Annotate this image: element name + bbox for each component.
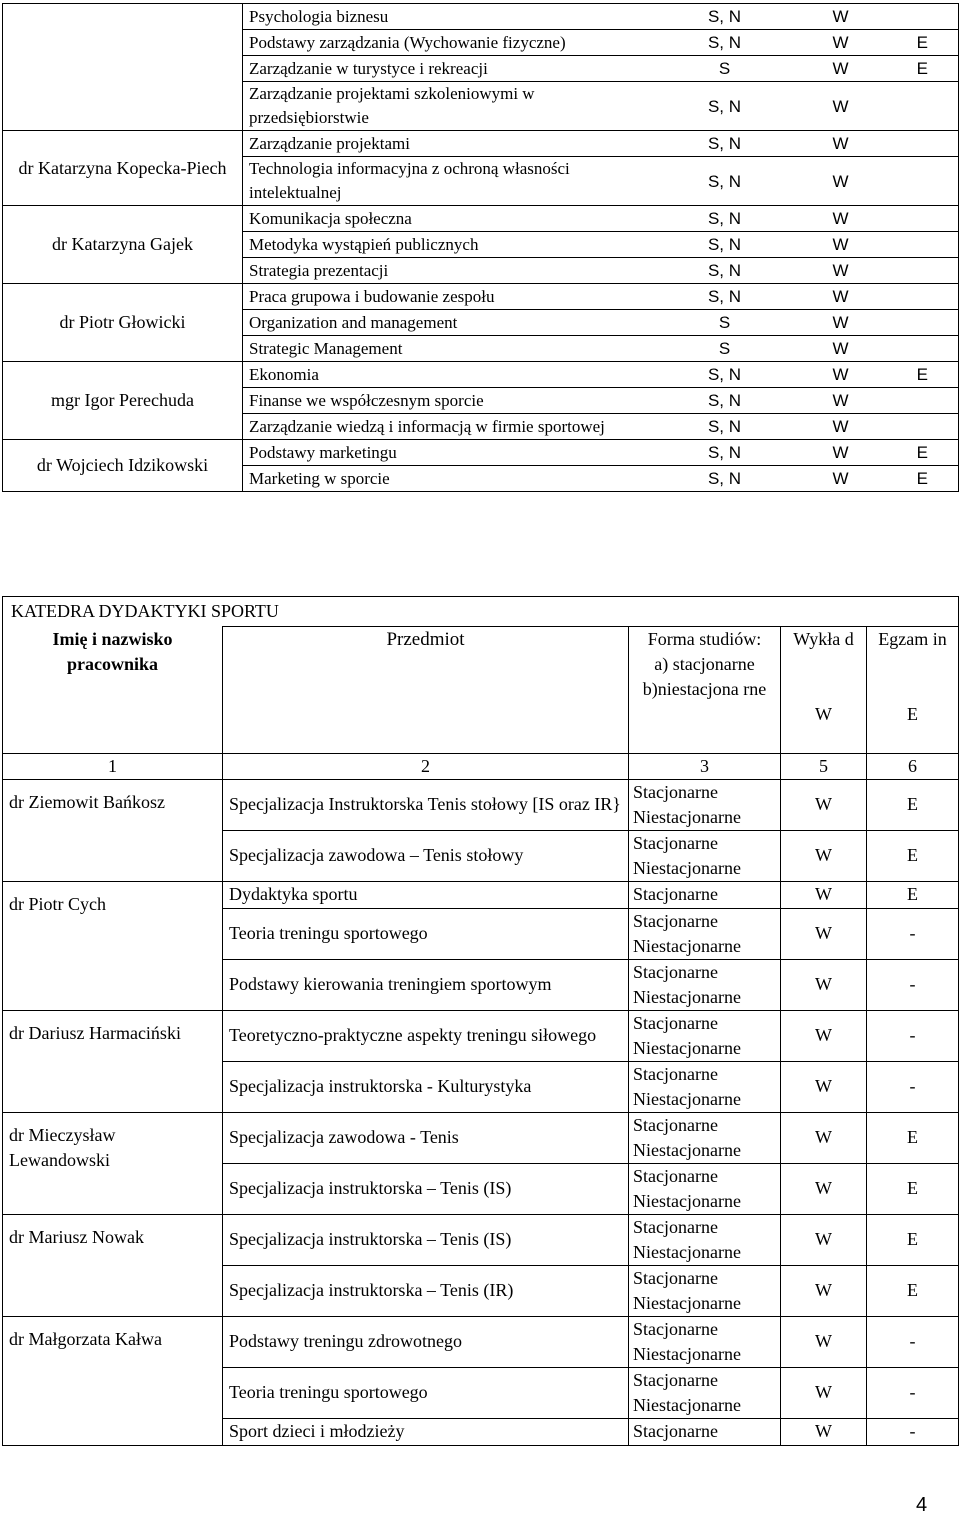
study-form-cell <box>629 1367 781 1418</box>
exam-cell: E <box>887 440 959 466</box>
study-form-cell: S <box>655 310 795 336</box>
header-form-line2: a) stacjonarne <box>654 654 755 674</box>
study-form-cell <box>629 1316 781 1367</box>
subject-cell: Specjalizacja instruktorska – Tenis (IR) <box>223 1265 629 1316</box>
header-form-line1: Forma studiów: <box>647 629 762 649</box>
subject-cell: Ekonomia <box>243 362 655 388</box>
exam-cell <box>887 388 959 414</box>
lecture-cell: W <box>781 1316 867 1367</box>
table-row <box>3 1112 959 1163</box>
exam-cell <box>887 232 959 258</box>
study-form-cell <box>629 779 781 830</box>
study-form-cell <box>629 881 781 908</box>
study-form-cell <box>629 830 781 881</box>
lecture-cell: W <box>781 1061 867 1112</box>
study-form-cell: S, N <box>655 157 795 206</box>
table-row <box>3 206 959 232</box>
header-row <box>3 627 959 754</box>
study-form-cell: S <box>655 336 795 362</box>
exam-cell <box>887 310 959 336</box>
lecture-cell: W <box>795 30 887 56</box>
exam-cell: E <box>867 1163 959 1214</box>
exam-cell: E <box>867 881 959 908</box>
study-form-cell <box>629 1163 781 1214</box>
form-niestacjonarne: Niestacjonarne <box>633 1139 741 1160</box>
subject-cell: Podstawy marketingu <box>243 440 655 466</box>
lecture-cell: W <box>781 908 867 959</box>
col-number: 3 <box>629 753 781 779</box>
exam-cell: - <box>867 1061 959 1112</box>
table-row <box>3 779 959 830</box>
exam-cell: E <box>867 779 959 830</box>
subject-cell: Podstawy treningu zdrowotnego <box>223 1316 629 1367</box>
study-form-cell: S <box>655 56 795 82</box>
subject-cell: Podstawy zarządzania (Wychowanie fizyczne) <box>243 30 655 56</box>
lecture-cell: W <box>795 336 887 362</box>
table-row <box>3 131 959 157</box>
page-number: 4 <box>916 1494 928 1516</box>
form-niestacjonarne: Niestacjonarne <box>633 1241 741 1262</box>
form-niestacjonarne: Niestacjonarne <box>633 986 741 1007</box>
exam-cell: - <box>867 1316 959 1367</box>
subject-cell: Specjalizacja zawodowa - Tenis <box>223 1112 629 1163</box>
lecturer-name: dr Dariusz Harmaciński <box>3 1010 223 1112</box>
lecture-cell: W <box>781 959 867 1010</box>
subject-cell: Podstawy kierowania treningiem sportowym <box>223 959 629 1010</box>
header-form-line3: b)niestacjona rne <box>642 679 767 699</box>
form-stacjonarne: Stacjonarne <box>633 910 718 931</box>
table-row <box>3 1214 959 1265</box>
table-row <box>3 4 959 30</box>
header-form <box>629 627 781 754</box>
header-exam-line1: Egzam in <box>878 629 947 649</box>
subject-cell: Finanse we współczesnym sporcie <box>243 388 655 414</box>
form-niestacjonarne: Niestacjonarne <box>633 1190 741 1211</box>
exam-cell: E <box>887 466 959 492</box>
lecture-cell: W <box>781 881 867 908</box>
exam-cell: E <box>887 56 959 82</box>
form-stacjonarne: Stacjonarne <box>633 1165 718 1186</box>
staff-subjects-table-1 <box>2 3 959 492</box>
exam-cell <box>887 157 959 206</box>
lecture-cell: W <box>795 56 887 82</box>
study-form-cell: S, N <box>655 82 795 131</box>
exam-cell: E <box>887 362 959 388</box>
form-stacjonarne: Stacjonarne <box>633 1012 718 1033</box>
study-form-cell: S, N <box>655 206 795 232</box>
exam-cell: E <box>867 1214 959 1265</box>
form-niestacjonarne: Niestacjonarne <box>633 1343 741 1364</box>
lecturer-name: dr Mieczysław Lewandowski <box>3 1112 223 1214</box>
subject-cell: Specjalizacja instruktorska - Kulturystyka <box>223 1061 629 1112</box>
form-niestacjonarne: Niestacjonarne <box>633 857 741 878</box>
form-stacjonarne: Stacjonarne <box>633 961 718 982</box>
study-form-cell <box>629 908 781 959</box>
table-row <box>3 881 959 908</box>
header-lecture-line2: W <box>815 704 832 724</box>
table-row <box>3 1316 959 1367</box>
subject-cell: Specjalizacja instruktorska – Tenis (IS) <box>223 1163 629 1214</box>
study-form-cell <box>629 1418 781 1445</box>
form-niestacjonarne: Niestacjonarne <box>633 1088 741 1109</box>
lecture-cell: W <box>795 258 887 284</box>
subject-cell: Specjalizacja zawodowa – Tenis stołowy <box>223 830 629 881</box>
subject-cell: Sport dzieci i młodzieży <box>223 1418 629 1445</box>
lecturer-name: dr Wojciech Idzikowski <box>3 440 243 492</box>
study-form-cell: S, N <box>655 258 795 284</box>
lecture-cell: W <box>795 4 887 30</box>
lecture-cell: W <box>795 232 887 258</box>
exam-cell: - <box>867 1367 959 1418</box>
subject-cell: Teoretyczno-praktyczne aspekty treningu siłowego <box>223 1010 629 1061</box>
lecture-cell: W <box>795 206 887 232</box>
form-niestacjonarne: Niestacjonarne <box>633 1292 741 1313</box>
katedra-dydaktyki-sportu-table <box>2 596 959 1446</box>
subject-cell: Strategia prezentacji <box>243 258 655 284</box>
form-stacjonarne: Stacjonarne <box>633 1421 718 1441</box>
table-row <box>3 440 959 466</box>
lecture-cell: W <box>781 1214 867 1265</box>
exam-cell: - <box>867 908 959 959</box>
department-title: KATEDRA DYDAKTYKI SPORTU <box>3 597 959 627</box>
form-stacjonarne: Stacjonarne <box>633 1369 718 1390</box>
exam-cell <box>887 131 959 157</box>
subject-cell: Metodyka wystąpień publicznych <box>243 232 655 258</box>
header-name: Imię i nazwisko pracownika <box>3 627 223 754</box>
subject-cell: Komunikacja społeczna <box>243 206 655 232</box>
study-form-cell: S, N <box>655 440 795 466</box>
study-form-cell: S, N <box>655 30 795 56</box>
lecturer-name: dr Mariusz Nowak <box>3 1214 223 1316</box>
form-stacjonarne: Stacjonarne <box>633 1318 718 1339</box>
exam-cell <box>887 4 959 30</box>
subject-cell: Psychologia biznesu <box>243 4 655 30</box>
lecture-cell: W <box>781 1163 867 1214</box>
subject-cell: Zarządzanie projektami <box>243 131 655 157</box>
study-form-cell: S, N <box>655 388 795 414</box>
form-niestacjonarne: Niestacjonarne <box>633 1394 741 1415</box>
study-form-cell: S, N <box>655 466 795 492</box>
subject-cell: Teoria treningu sportowego <box>223 908 629 959</box>
lecture-cell: W <box>781 830 867 881</box>
lecture-cell: W <box>781 1418 867 1445</box>
form-stacjonarne: Stacjonarne <box>633 781 718 802</box>
exam-cell <box>887 206 959 232</box>
lecture-cell: W <box>795 414 887 440</box>
exam-cell <box>887 258 959 284</box>
subject-cell: Zarządzanie w turystyce i rekreacji <box>243 56 655 82</box>
subject-cell: Teoria treningu sportowego <box>223 1367 629 1418</box>
form-niestacjonarne: Niestacjonarne <box>633 935 741 956</box>
header-lecture <box>781 627 867 754</box>
study-form-cell <box>629 1265 781 1316</box>
subject-cell: Marketing w sporcie <box>243 466 655 492</box>
subject-cell: Zarządzanie projektami szkoleniowymi w przedsiębiorstwie <box>243 82 655 131</box>
lecturer-name: dr Katarzyna Kopecka-Piech <box>3 131 243 206</box>
table-row <box>3 1010 959 1061</box>
subject-cell: Praca grupowa i budowanie zespołu <box>243 284 655 310</box>
lecture-cell: W <box>781 1265 867 1316</box>
subject-cell: Technologia informacyjna z ochroną własności intelektualnej <box>243 157 655 206</box>
exam-cell <box>887 414 959 440</box>
col-number: 1 <box>3 753 223 779</box>
subject-cell: Specjalizacja instruktorska – Tenis (IS) <box>223 1214 629 1265</box>
table-row <box>3 362 959 388</box>
lecture-cell: W <box>781 1112 867 1163</box>
lecture-cell: W <box>795 362 887 388</box>
col-number: 5 <box>781 753 867 779</box>
exam-cell: - <box>867 959 959 1010</box>
lecturer-name: dr Ziemowit Bańkosz <box>3 779 223 881</box>
lecture-cell: W <box>795 388 887 414</box>
study-form-cell: S, N <box>655 131 795 157</box>
lecture-cell: W <box>795 284 887 310</box>
form-stacjonarne: Stacjonarne <box>633 884 718 904</box>
header-exam-line2: E <box>907 704 918 724</box>
lecturer-name: dr Katarzyna Gajek <box>3 206 243 284</box>
study-form-cell: S, N <box>655 414 795 440</box>
study-form-cell <box>629 1010 781 1061</box>
lecturer-name: dr Małgorzata Kałwa <box>3 1316 223 1445</box>
study-form-cell: S, N <box>655 4 795 30</box>
lecture-cell: W <box>795 310 887 336</box>
study-form-cell <box>629 959 781 1010</box>
lecture-cell: W <box>795 157 887 206</box>
lecture-cell: W <box>795 82 887 131</box>
form-stacjonarne: Stacjonarne <box>633 1216 718 1237</box>
col-number: 2 <box>223 753 629 779</box>
header-exam <box>867 627 959 754</box>
subject-cell: Organization and management <box>243 310 655 336</box>
exam-cell <box>887 82 959 131</box>
exam-cell: E <box>887 30 959 56</box>
exam-cell: E <box>867 830 959 881</box>
lecturer-name: mgr Igor Perechuda <box>3 362 243 440</box>
lecturer-name: dr Piotr Cych <box>3 881 223 1010</box>
form-niestacjonarne: Niestacjonarne <box>633 806 741 827</box>
exam-cell: E <box>867 1265 959 1316</box>
lecture-cell: W <box>781 1010 867 1061</box>
study-form-cell: S, N <box>655 232 795 258</box>
form-stacjonarne: Stacjonarne <box>633 1267 718 1288</box>
exam-cell <box>887 336 959 362</box>
lecture-cell: W <box>795 440 887 466</box>
form-niestacjonarne: Niestacjonarne <box>633 1037 741 1058</box>
study-form-cell <box>629 1214 781 1265</box>
exam-cell: - <box>867 1418 959 1445</box>
study-form-cell <box>629 1112 781 1163</box>
header-lecture-line1: Wykła d <box>793 629 854 649</box>
col-number: 6 <box>867 753 959 779</box>
exam-cell: E <box>867 1112 959 1163</box>
subject-cell: Specjalizacja Instruktorska Tenis stołowy [IS oraz IR} <box>223 779 629 830</box>
subject-cell: Dydaktyka sportu <box>223 881 629 908</box>
lecture-cell: W <box>795 466 887 492</box>
lecturer-name <box>3 4 243 131</box>
form-stacjonarne: Stacjonarne <box>633 1114 718 1135</box>
form-stacjonarne: Stacjonarne <box>633 1063 718 1084</box>
lecture-cell: W <box>795 131 887 157</box>
exam-cell: - <box>867 1010 959 1061</box>
subject-cell: Zarządzanie wiedzą i informacją w firmie sportowej <box>243 414 655 440</box>
study-form-cell: S, N <box>655 284 795 310</box>
lecturer-name: dr Piotr Głowicki <box>3 284 243 362</box>
lecture-cell: W <box>781 779 867 830</box>
table-row <box>3 284 959 310</box>
study-form-cell <box>629 1061 781 1112</box>
subject-cell: Strategic Management <box>243 336 655 362</box>
lecture-cell: W <box>781 1367 867 1418</box>
exam-cell <box>887 284 959 310</box>
column-numbers-row <box>3 753 959 779</box>
header-subject: Przedmiot <box>223 627 629 754</box>
form-stacjonarne: Stacjonarne <box>633 832 718 853</box>
study-form-cell: S, N <box>655 362 795 388</box>
